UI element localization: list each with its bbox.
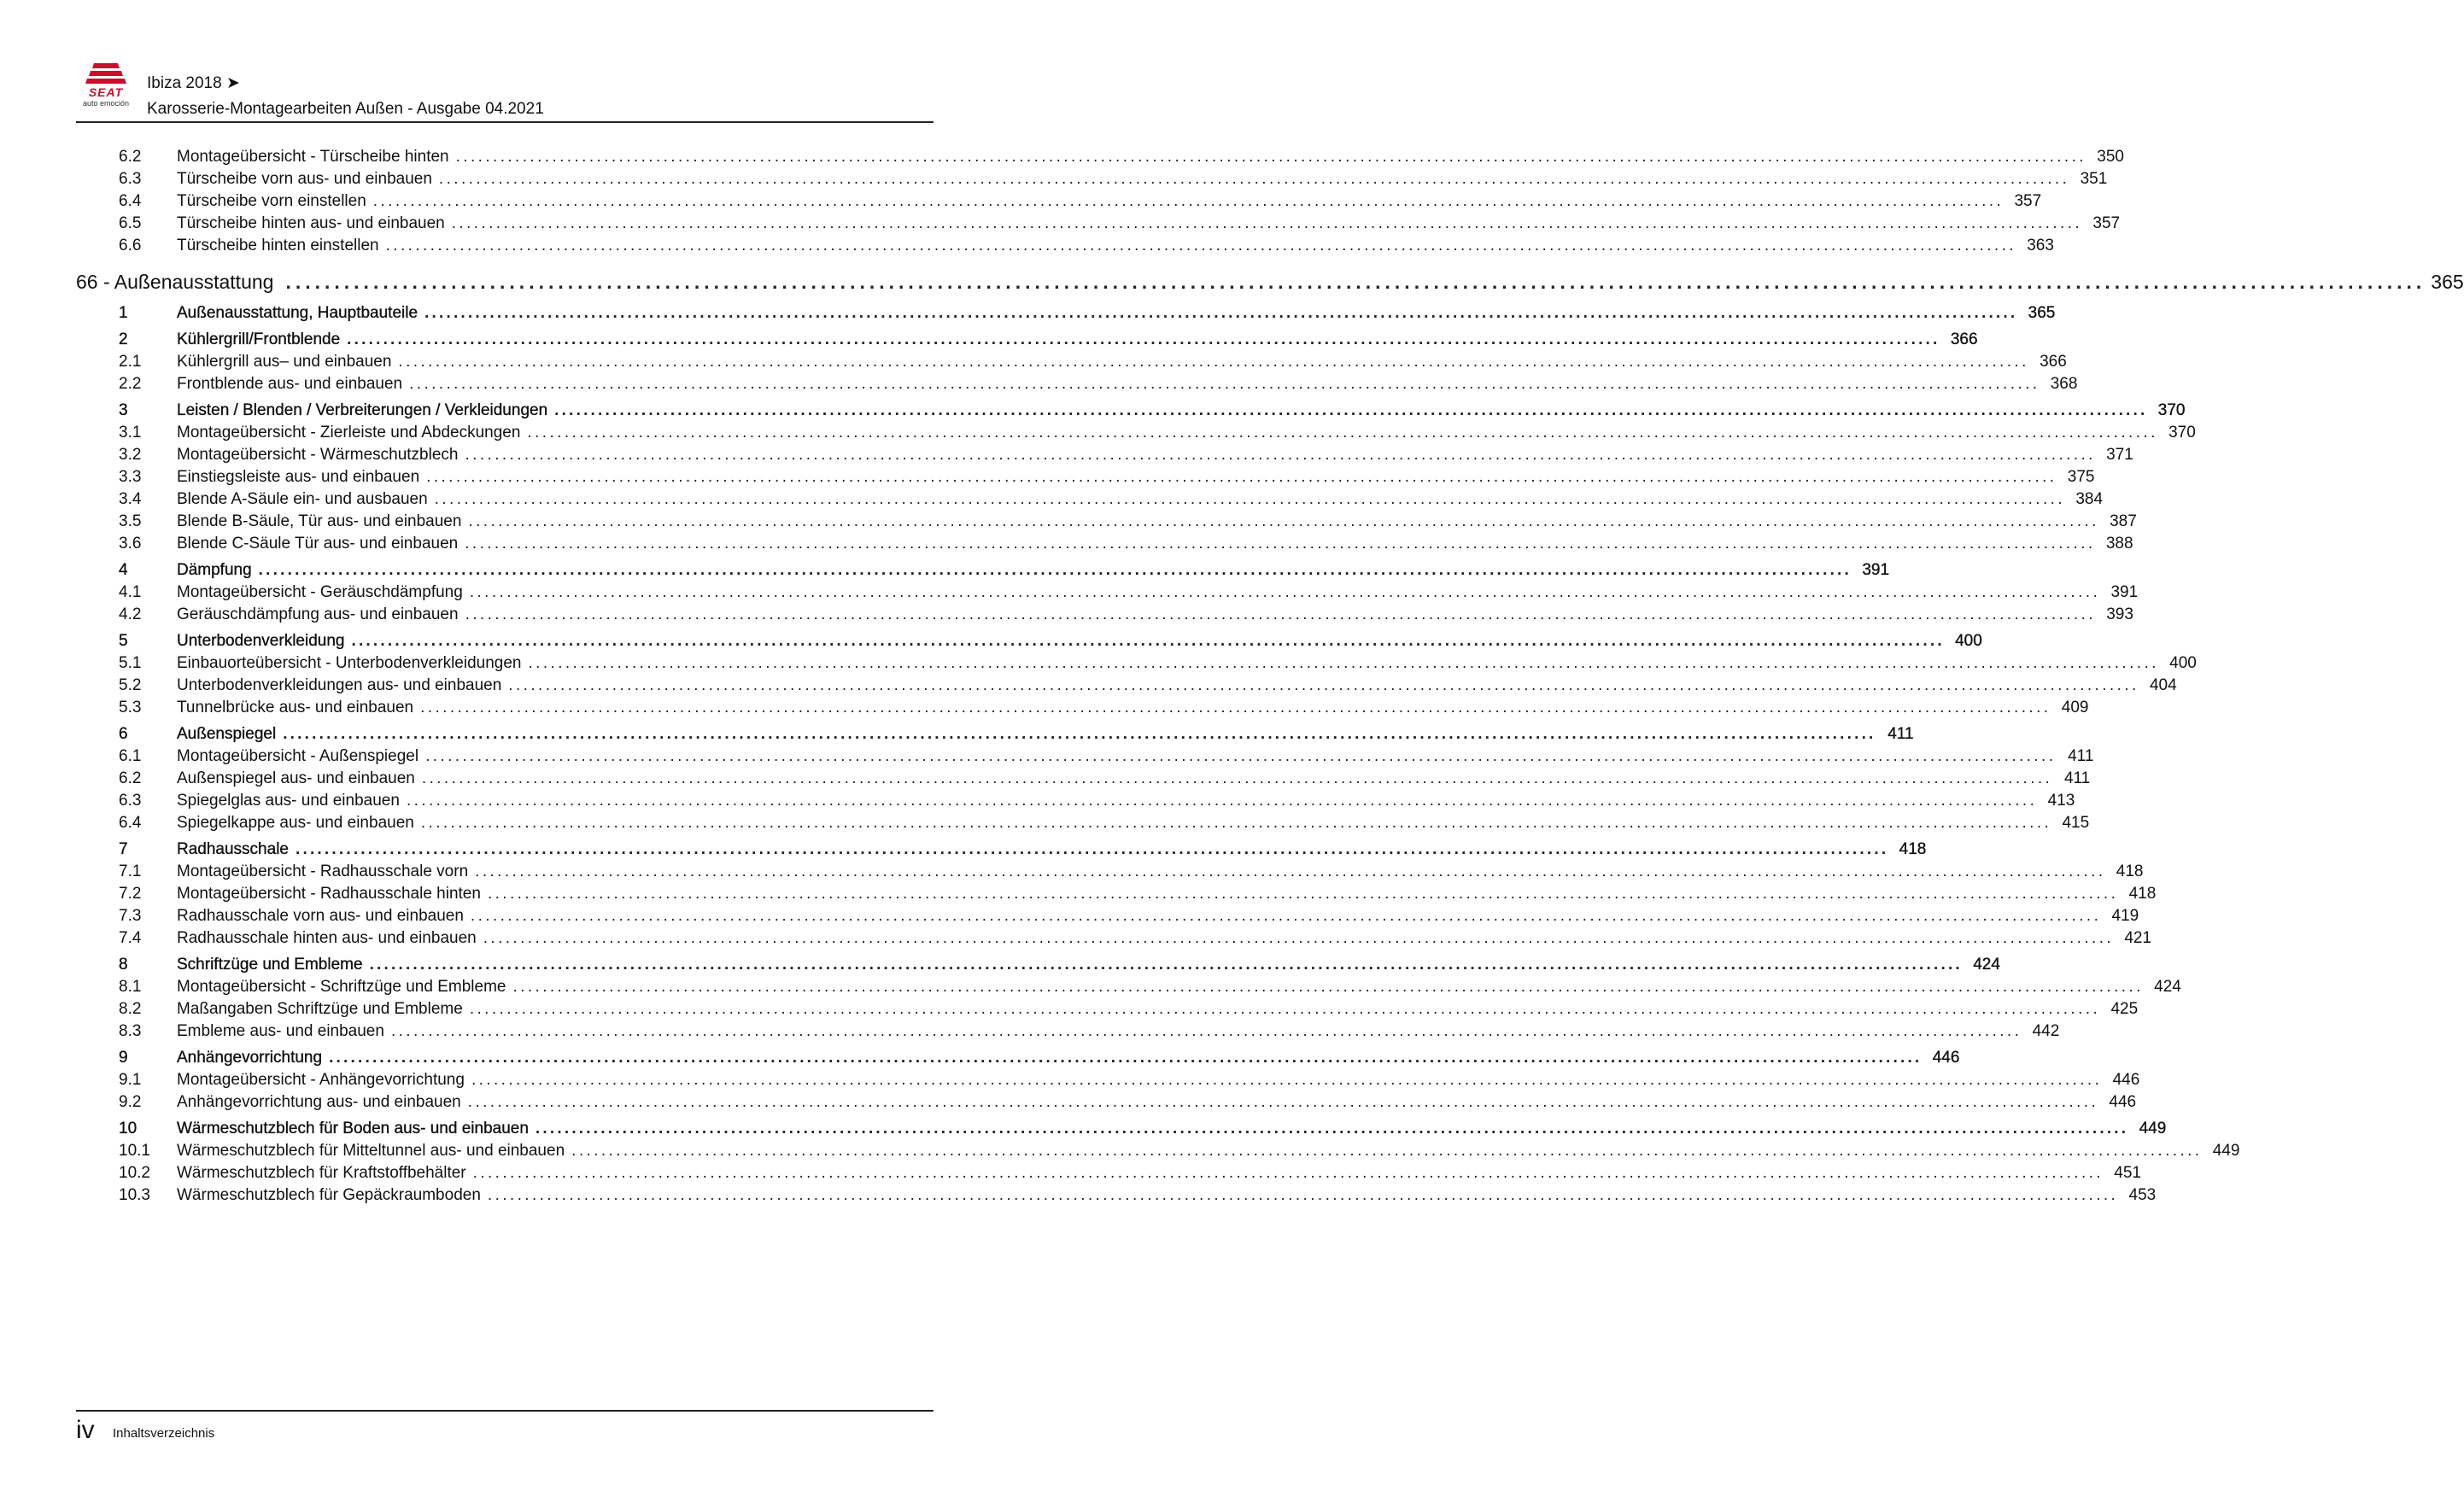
toc-entry-number: 3.3 <box>119 468 142 486</box>
toc-entry[interactable] <box>76 976 2181 998</box>
dot-leader: ............................................................................................................................................................................................................................ <box>470 907 2102 925</box>
toc-entry-number: 6.5 <box>119 214 142 232</box>
toc-entry-title[interactable]: Schriftzüge und Embleme <box>177 956 363 974</box>
toc-entry[interactable] <box>76 675 2177 697</box>
brand-name: SEAT <box>88 85 124 99</box>
toc-entry-number: 10.3 <box>119 1186 150 1204</box>
dot-leader: ............................................................................................................................................................................................................................ <box>329 1049 1923 1067</box>
dot-leader: ............................................................................................................................................................................................................................ <box>451 214 2083 232</box>
toc-entry[interactable] <box>76 1020 2060 1043</box>
toc-entry-page[interactable]: 393 <box>2106 605 2133 623</box>
toc-entry-title[interactable]: 66 - Außenausstattung <box>76 271 274 293</box>
toc-entry-title[interactable]: Wärmeschutzblech für Kraftstoffbehälter <box>177 1164 466 1182</box>
toc-entry-number: 3 <box>119 401 128 419</box>
toc-entry-page[interactable]: 425 <box>2110 1000 2139 1018</box>
toc-entry-number: 3.1 <box>119 424 142 441</box>
toc-entry-number: 4 <box>119 561 128 579</box>
toc-entry-number: 6.3 <box>119 170 142 188</box>
toc-entry[interactable] <box>76 146 2124 168</box>
toc-entry-page[interactable]: 453 <box>2128 1186 2157 1204</box>
dot-leader: ............................................................................................................................................................................................................................ <box>469 1000 2101 1018</box>
page-number: iv <box>76 1416 95 1444</box>
toc-entry[interactable] <box>76 302 2056 325</box>
dot-leader: ............................................................................................................................................................................................................................ <box>471 1071 2103 1089</box>
table-of-contents <box>76 146 2464 1207</box>
toc-entry-title[interactable]: Wärmeschutzblech für Mitteltunnel aus- und einbauen <box>177 1142 565 1160</box>
toc-entry-title[interactable]: Montageübersicht - Wärmeschutzblech <box>177 446 459 464</box>
toc-entry-title[interactable]: Montageübersicht - Zierleiste und Abdeckungen <box>177 424 521 441</box>
dot-leader: ............................................................................................................................................................................................................................ <box>406 792 2038 810</box>
toc-entry-number: 7.4 <box>119 929 142 947</box>
toc-entry-page[interactable]: 365 <box>2431 271 2464 293</box>
dot-leader: ............................................................................................................................................................................................................................ <box>283 725 1876 743</box>
model-title: Ibiza 2018 ➤ <box>147 74 240 92</box>
dot-leader: ............................................................................................................................................................................................................................ <box>512 978 2144 996</box>
dot-leader: ............................................................................................................................................................................................................................ <box>469 583 2101 601</box>
toc-entry-title[interactable]: Montageübersicht - Radhausschale hinten <box>177 885 481 903</box>
toc-entry-number: 10.1 <box>119 1142 150 1160</box>
toc-entry-title[interactable]: Außenausstattung, Hauptbauteile <box>177 304 418 322</box>
dot-leader: ............................................................................................................................................................................................................................ <box>385 237 2016 254</box>
toc-entry-page[interactable]: 451 <box>2114 1164 2141 1182</box>
toc-entry-page[interactable]: 404 <box>2149 676 2177 694</box>
toc-entry-page[interactable]: 446 <box>1932 1049 1960 1067</box>
dot-leader: ............................................................................................................................................................................................................................ <box>398 353 2029 371</box>
toc-entry-number: 10 <box>119 1120 138 1137</box>
toc-entry-number: 2.2 <box>119 375 142 393</box>
toc-entry-page[interactable]: 384 <box>2075 490 2104 508</box>
dot-leader: ............................................................................................................................................................................................................................ <box>421 769 2053 787</box>
toc-entry-title[interactable]: Dämpfung <box>177 561 252 579</box>
toc-entry-page[interactable]: 351 <box>2080 170 2108 188</box>
dot-leader: ............................................................................................................................................................................................................................ <box>438 170 2070 188</box>
toc-entry-number: 8.1 <box>119 978 142 996</box>
toc-entry-title[interactable]: Blende A-Säule ein- und ausbauen <box>177 490 428 508</box>
toc-entry[interactable] <box>76 422 2196 444</box>
toc-entry-page[interactable]: 357 <box>2092 214 2121 232</box>
toc-entry-number: 6.4 <box>119 814 142 832</box>
toc-entry-number: 3.6 <box>119 535 142 553</box>
dot-leader: ............................................................................................................................................................................................................................ <box>369 956 1963 974</box>
toc-entry-title[interactable]: Türscheibe hinten einstellen <box>177 237 379 254</box>
toc-entry[interactable] <box>76 1118 2167 1140</box>
toc-entry-title[interactable]: Einstiegsleiste aus- und einbauen <box>177 468 420 486</box>
toc-entry-title[interactable]: Blende C-Säule Tür aus- und einbauen <box>177 535 459 553</box>
dot-leader: ............................................................................................................................................................................................................................ <box>424 304 2018 322</box>
toc-entry[interactable] <box>76 746 2094 768</box>
toc-entry-title[interactable]: Maßangaben Schriftzüge und Embleme <box>177 1000 463 1018</box>
toc-entry-page[interactable]: 365 <box>2028 304 2056 322</box>
toc-entry[interactable] <box>76 927 2152 950</box>
toc-entry[interactable] <box>76 1047 1960 1069</box>
toc-entry[interactable] <box>76 488 2104 511</box>
toc-entry-number: 5 <box>119 632 128 650</box>
toc-entry-number: 3.5 <box>119 512 142 530</box>
toc-entry-page[interactable]: 446 <box>2109 1093 2137 1111</box>
toc-entry-title[interactable]: Montageübersicht - Geräuschdämpfung <box>177 583 463 601</box>
toc-entry[interactable] <box>76 235 2054 257</box>
dot-leader: ............................................................................................................................................................................................................................ <box>472 1164 2104 1182</box>
toc-entry[interactable] <box>76 998 2139 1020</box>
dot-leader: ............................................................................................................................................................................................................................ <box>467 1093 2099 1111</box>
toc-entry-number: 6.2 <box>119 148 142 166</box>
toc-entry-title[interactable]: Tunnelbrücke aus- und einbauen <box>177 699 414 716</box>
toc-entry[interactable] <box>76 768 2091 790</box>
toc-entry-title[interactable]: Frontblende aus- und einbauen <box>177 375 403 393</box>
dot-leader: ............................................................................................................................................................................................................................ <box>351 632 1945 650</box>
toc-entry-number: 9.1 <box>119 1071 142 1089</box>
dot-leader: ............................................................................................................................................................................................................................ <box>508 676 2139 694</box>
toc-entry[interactable] <box>76 1184 2157 1207</box>
toc-entry[interactable] <box>76 1140 2240 1162</box>
footer-label: Inhaltsverzeichnis <box>113 1426 215 1441</box>
toc-entry[interactable] <box>76 812 2090 834</box>
toc-entry-title[interactable]: Blende B-Säule, Tür aus- und einbauen <box>177 512 462 530</box>
dot-leader: ............................................................................................................................................................................................................................ <box>372 192 2005 210</box>
toc-entry[interactable] <box>76 511 2137 533</box>
toc-entry-number: 5.2 <box>119 676 142 694</box>
toc-entry-page[interactable]: 418 <box>2116 863 2144 880</box>
dot-leader: ............................................................................................................................................................................................................................ <box>468 512 2099 530</box>
manual-subtitle: Karosserie-Montagearbeiten Außen - Ausgabe 04.2021 <box>147 100 544 118</box>
toc-entry[interactable] <box>76 444 2133 466</box>
dot-leader: ............................................................................................................................................................................................................................ <box>465 446 2096 464</box>
toc-entry-page[interactable]: 366 <box>1950 330 1978 348</box>
toc-entry-number: 6 <box>119 725 128 743</box>
toc-entry-page[interactable]: 400 <box>2169 654 2197 672</box>
dot-leader: ............................................................................................................................................................................................................................ <box>528 654 2159 672</box>
toc-entry-title[interactable]: Radhausschale hinten aus- und einbauen <box>177 929 477 947</box>
toc-entry-page[interactable]: 357 <box>2014 192 2042 210</box>
dot-leader: ............................................................................................................................................................................................................................ <box>425 747 2057 765</box>
toc-entry[interactable] <box>76 905 2139 927</box>
dot-leader: ............................................................................................................................................................................................................................ <box>390 1022 2022 1040</box>
dot-leader: ............................................................................................................................................................................................................................ <box>347 330 1940 348</box>
toc-entry-page[interactable]: 415 <box>2062 814 2090 832</box>
toc-entry-number: 6.3 <box>119 792 142 810</box>
toc-entry-page[interactable]: 421 <box>2124 929 2152 947</box>
toc-entry[interactable] <box>76 723 1914 746</box>
toc-entry-title[interactable]: Außenspiegel aus- und einbauen <box>177 769 415 787</box>
toc-entry-page[interactable]: 411 <box>2063 769 2091 787</box>
toc-chapter[interactable] <box>76 266 2464 298</box>
toc-entry-page[interactable]: 371 <box>2106 446 2133 464</box>
seat-emblem-icon <box>77 61 135 87</box>
toc-entry-number: 4.1 <box>119 583 142 601</box>
toc-entry-number: 2.1 <box>119 353 142 371</box>
dot-leader: ............................................................................................................................................................................................................................ <box>426 468 2057 486</box>
toc-entry-number: 6.1 <box>119 747 142 765</box>
toc-entry-title[interactable]: Radhausschale vorn aus- und einbauen <box>177 907 464 925</box>
toc-entry-title[interactable]: Anhängevorrichtung <box>177 1049 323 1067</box>
toc-entry-page[interactable]: 391 <box>1862 561 1890 579</box>
dot-leader: ............................................................................................................................................................................................................................ <box>420 814 2052 832</box>
toc-entry-number: 8.2 <box>119 1000 142 1018</box>
toc-entry-number: 10.2 <box>119 1164 150 1182</box>
toc-entry[interactable] <box>76 466 2095 488</box>
toc-entry-number: 6.2 <box>119 769 142 787</box>
toc-entry-title[interactable]: Embleme aus- und einbauen <box>177 1022 384 1040</box>
toc-entry-number: 7.3 <box>119 907 142 925</box>
toc-entry-number: 6.6 <box>119 237 142 254</box>
toc-entry-number: 7.1 <box>119 863 142 880</box>
toc-entry-page[interactable]: 411 <box>2068 747 2094 765</box>
dot-leader: ............................................................................................................................................................................................................................ <box>455 148 2086 166</box>
dot-leader: ............................................................................................................................................................................................................................ <box>295 840 1889 858</box>
toc-entry-title[interactable]: Kühlergrill/Frontblende <box>177 330 341 348</box>
toc-entry-title[interactable]: Außenspiegel <box>177 725 277 743</box>
toc-entry-page[interactable]: 442 <box>2032 1022 2060 1040</box>
toc-entry-page[interactable]: 409 <box>2061 699 2089 716</box>
toc-entry[interactable] <box>76 604 2133 626</box>
toc-entry[interactable] <box>76 790 2075 812</box>
toc-entry-title[interactable]: Anhängevorrichtung aus- und einbauen <box>177 1093 461 1111</box>
dot-leader: ............................................................................................................................................................................................................................ <box>409 375 2040 393</box>
toc-entry-page[interactable]: 424 <box>1973 956 2000 974</box>
toc-entry-page[interactable]: 375 <box>2067 468 2095 486</box>
toc-entry-page[interactable]: 418 <box>1899 840 1927 858</box>
dot-leader: ............................................................................................................................................................................................................................ <box>554 401 2148 419</box>
toc-entry[interactable] <box>76 329 1978 351</box>
toc-entry-title[interactable]: Spiegelkappe aus- und einbauen <box>177 814 414 832</box>
dot-leader: ............................................................................................................................................................................................................................ <box>483 929 2115 947</box>
toc-entry[interactable] <box>76 582 2139 604</box>
toc-entry-page[interactable]: 388 <box>2105 535 2133 553</box>
toc-entry[interactable] <box>76 697 2089 719</box>
footer-divider <box>76 1410 934 1412</box>
toc-entry-title[interactable]: Kühlergrill aus– und einbauen <box>177 353 392 371</box>
toc-entry-title[interactable]: Radhausschale <box>177 840 289 858</box>
toc-entry-title[interactable]: Wärmeschutzblech für Gepäckraumboden <box>177 1186 481 1204</box>
toc-entry-page[interactable]: 446 <box>2112 1071 2140 1089</box>
toc-entry[interactable] <box>76 190 2042 213</box>
brand-tagline: auto emoción <box>82 99 130 108</box>
toc-entry-number: 3.2 <box>119 446 142 464</box>
toc-entry-title[interactable]: Spiegelglas aus- und einbauen <box>177 792 400 810</box>
toc-entry-page[interactable]: 424 <box>2154 978 2181 996</box>
toc-entry[interactable] <box>76 630 1982 652</box>
toc-entry-title[interactable]: Türscheibe hinten aus- und einbauen <box>177 214 445 232</box>
toc-entry-page[interactable]: 400 <box>1955 632 1982 650</box>
toc-entry-title[interactable]: Montageübersicht - Radhausschale vorn <box>177 863 469 880</box>
toc-entry-number: 8.3 <box>119 1022 142 1040</box>
toc-entry-page[interactable]: 418 <box>2128 885 2157 903</box>
toc-entry-number: 9 <box>119 1049 128 1067</box>
seat-logo <box>77 61 135 109</box>
toc-entry[interactable] <box>76 839 1927 861</box>
toc-entry[interactable] <box>76 883 2157 905</box>
dot-leader: ............................................................................................................................................................................................................................ <box>465 535 2096 553</box>
toc-entry[interactable] <box>76 861 2144 883</box>
dot-leader: ............................................................................................................................................................................................................................ <box>258 561 1852 579</box>
dot-leader: ............................................................................................................................................................................................................................ <box>487 885 2119 903</box>
toc-entry-page[interactable]: 350 <box>2097 148 2124 166</box>
toc-entry[interactable] <box>76 559 1890 582</box>
toc-entry[interactable] <box>76 1091 2137 1114</box>
dot-leader: ............................................................................................................................................................................................................................ <box>465 605 2096 623</box>
header-divider <box>76 121 934 123</box>
dot-leader: ............................................................................................................................................................................................................................ <box>285 271 2426 293</box>
toc-entry[interactable] <box>76 213 2121 235</box>
toc-entry-number: 4.2 <box>119 605 142 623</box>
toc-entry-page[interactable]: 391 <box>2110 583 2139 601</box>
toc-entry[interactable] <box>76 400 2186 422</box>
toc-entry-title[interactable]: Unterbodenverkleidungen aus- und einbauen <box>177 676 502 694</box>
toc-entry[interactable] <box>76 1069 2140 1091</box>
toc-entry-title[interactable]: Türscheibe vorn einstellen <box>177 192 366 210</box>
toc-entry-title[interactable]: Einbauorteübersicht - Unterbodenverkleidungen <box>177 654 522 672</box>
dot-leader: ............................................................................................................................................................................................................................ <box>475 863 2106 880</box>
toc-entry-page[interactable]: 368 <box>2050 375 2078 393</box>
dot-leader: ............................................................................................................................................................................................................................ <box>535 1120 2129 1137</box>
toc-entry-number: 7.2 <box>119 885 142 903</box>
toc-entry-page[interactable]: 370 <box>2168 424 2196 441</box>
toc-entry-page[interactable]: 411 <box>1888 725 1914 743</box>
toc-entry-title[interactable]: Montageübersicht - Außenspiegel <box>177 747 419 765</box>
toc-entry-title[interactable]: Montageübersicht - Schriftzüge und Embleme <box>177 978 506 996</box>
toc-entry-title[interactable]: Leisten / Blenden / Verbreiterungen / Verkleidungen <box>177 401 548 419</box>
toc-entry-page[interactable]: 419 <box>2111 907 2139 925</box>
toc-entry-number: 8 <box>119 956 128 974</box>
toc-entry-number: 7 <box>119 840 128 858</box>
toc-entry-title[interactable]: Montageübersicht - Türscheibe hinten <box>177 148 449 166</box>
toc-entry[interactable] <box>76 373 2078 395</box>
toc-entry-number: 6.4 <box>119 192 142 210</box>
toc-entry[interactable] <box>76 954 2000 976</box>
toc-entry-number: 5.1 <box>119 654 142 672</box>
toc-entry[interactable] <box>76 1162 2141 1184</box>
dot-leader: ............................................................................................................................................................................................................................ <box>527 424 2158 441</box>
toc-entry-title[interactable]: Unterbodenverkleidung <box>177 632 345 650</box>
toc-entry-page[interactable]: 366 <box>2040 353 2067 371</box>
toc-entry[interactable] <box>76 652 2197 675</box>
dot-leader: ............................................................................................................................................................................................................................ <box>420 699 2051 716</box>
toc-entry-number: 3.4 <box>119 490 142 508</box>
toc-entry[interactable] <box>76 533 2133 555</box>
toc-entry-page[interactable]: 370 <box>2157 401 2186 419</box>
dot-leader: ............................................................................................................................................................................................................................ <box>487 1186 2119 1204</box>
toc-entry-number: 9.2 <box>119 1093 142 1111</box>
toc-entry-title[interactable]: Türscheibe vorn aus- und einbauen <box>177 170 432 188</box>
toc-entry[interactable] <box>76 168 2108 190</box>
toc-entry-page[interactable]: 413 <box>2047 792 2075 810</box>
toc-entry-number: 1 <box>119 304 128 322</box>
toc-entry-title[interactable]: Geräuschdämpfung aus- und einbauen <box>177 605 459 623</box>
toc-entry-page[interactable]: 363 <box>2027 237 2054 254</box>
toc-entry-page[interactable]: 449 <box>2212 1142 2240 1160</box>
toc-entry-title[interactable]: Wärmeschutzblech für Boden aus- und einbauen <box>177 1120 529 1137</box>
dot-leader: ............................................................................................................................................................................................................................ <box>571 1142 2203 1160</box>
toc-entry-page[interactable]: 449 <box>2139 1120 2167 1137</box>
dot-leader: ............................................................................................................................................................................................................................ <box>434 490 2066 508</box>
toc-entry-title[interactable]: Montageübersicht - Anhängevorrichtung <box>177 1071 465 1089</box>
toc-entry-number: 2 <box>119 330 128 348</box>
toc-entry-page[interactable]: 387 <box>2110 512 2137 530</box>
toc-entry[interactable] <box>76 351 2067 373</box>
toc-entry-number: 5.3 <box>119 699 142 716</box>
